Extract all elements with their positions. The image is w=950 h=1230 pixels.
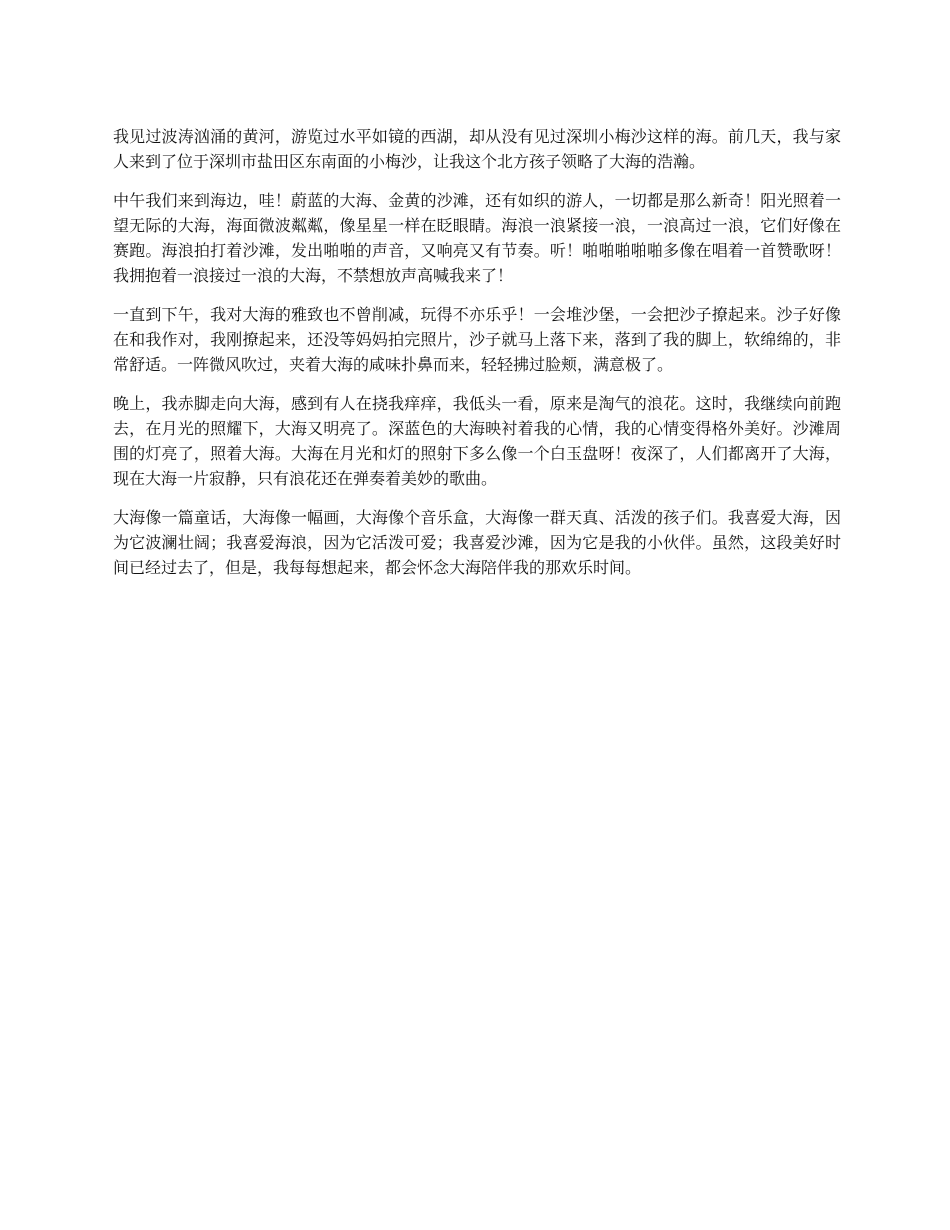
paragraph-2: 中午我们来到海边，哇！蔚蓝的大海、金黄的沙滩，还有如织的游人，一切都是那么新奇！阳光照着一望无际的大海，海面微波粼粼，像星星一样在眨眼睛。海浪一浪紧接一浪，一浪高过一浪，它们好像在赛跑。海浪拍打着沙滩，发出啪啪的声音，又响亮又有节奏。听！啪啪啪啪啪多像在唱着一首赞歌呀！我拥抱着一浪接过一浪的大海，不禁想放声高喊我来了！ [113,191,841,285]
document-body [113,124,841,594]
paragraph-5: 大海像一篇童话，大海像一幅画，大海像个音乐盒，大海像一群天真、活泼的孩子们。我喜爱大海，因为它波澜壮阔；我喜爱海浪，因为它活泼可爱；我喜爱沙滩，因为它是我的小伙伴。虽然，这段美好时间已经过去了，但是，我每每想起来，都会怀念大海陪伴我的那欢乐时间。 [113,508,841,577]
paragraph-3: 一直到下午，我对大海的雅致也不曾削减，玩得不亦乐乎！一会堆沙堡，一会把沙子撩起来。沙子好像在和我作对，我刚撩起来，还没等妈妈拍完照片，沙子就马上落下来，落到了我的脚上，软绵绵的，非常舒适。一阵微风吹过，夹着大海的咸味扑鼻而来，轻轻拂过脸颊，满意极了。 [113,305,841,374]
paragraph-4: 晚上，我赤脚走向大海，感到有人在挠我痒痒，我低头一看，原来是淘气的浪花。这时，我继续向前跑去，在月光的照耀下，大海又明亮了。深蓝色的大海映衬着我的心情，我的心情变得格外美好。沙滩周围的灯亮了，照着大海。大海在月光和灯的照射下多么像一个白玉盘呀！夜深了，人们都离开了大海，现在大海一片寂静，只有浪花还在弹奏着美妙的歌曲。 [113,394,841,488]
paragraph-1: 我见过波涛汹涌的黄河，游览过水平如镜的西湖，却从没有见过深圳小梅沙这样的海。前几天，我与家人来到了位于深圳市盐田区东南面的小梅沙，让我这个北方孩子领略了大海的浩瀚。 [113,127,841,171]
